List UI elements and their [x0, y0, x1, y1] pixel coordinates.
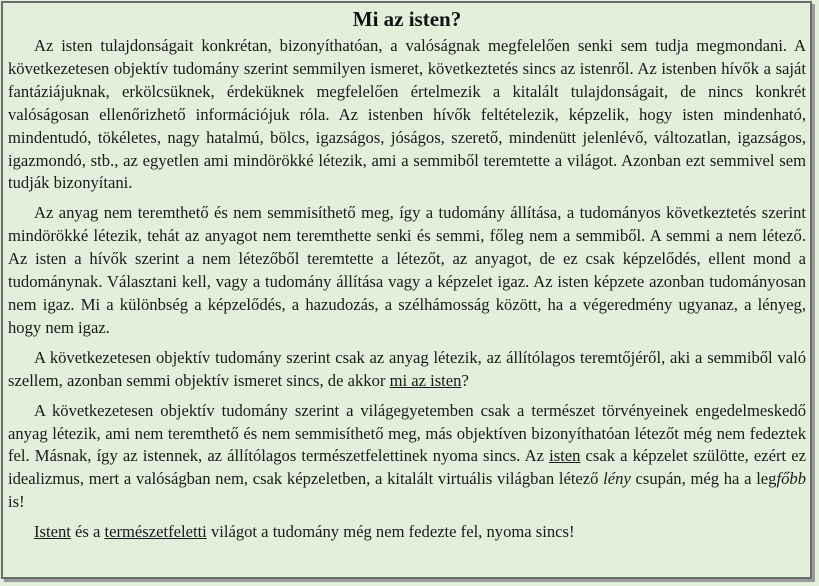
paragraph-4-text-a: A következetesen objektív tudomány szerint a világegyetemben csak a természet törvényeinek engedelmeskedő anyag létezik, ami nem teremthető és nem semmisíthető meg, más objektíven bizonyíthatóan létezőt még nem fedeztek fel. Másnak, így az istennek, az állítólagos természetfelettinek nyoma sincs. Az	[8, 400, 806, 466]
paragraph-4	[8, 400, 806, 515]
paragraph-5	[8, 521, 806, 544]
mi-az-isten-link[interactable]: mi az isten	[389, 370, 462, 390]
paragraph-3	[8, 347, 806, 393]
paragraph-4-text-b: csak a képzelet szülötte, ezért ez idealizmus, mert a valóságban nem, csak képzeletben, a kitalált virtuális világban létező	[8, 446, 806, 489]
paragraph-2: Az anyag nem teremthető és nem semmisíthető meg, így a tudomány állítása, a tudományos következtetés szerint mindörökké létezik, tehát az anyagot nem teremthette senki és semmi, főleg nem a semmiből. A semmi a nem létező. Az isten a hívők szerint a nem létezőből teremtette a létezőt, az anyagot, de ez csak képzelődés, ellent mond a tudománynak. Választani kell, vagy a tudomány állítása vagy a képzelet igaz. Az isten képzete azonban tudományosan nem igaz. Mi a különbség a képzelődés, a hazudozás, a szélhámosság között, ha a végeredmény ugyanaz, a lényeg, hogy nem igaz.	[8, 203, 806, 337]
paragraph-3-text: A következetesen objektív tudomány szerint csak az anyag létezik, az állítólagos teremtőjéről, aki a semmiből való szellem, azonban semmi objektív ismeret sincs, de akkor	[8, 347, 806, 390]
paragraph-3-end: ?	[461, 370, 469, 390]
page-title: Mi az isten?	[352, 7, 462, 31]
termeszetfeletti-link[interactable]: természetfeletti	[104, 522, 207, 542]
paragraph-5-text-b: világot a tudomány még nem fedezte fel, nyoma sincs!	[206, 522, 575, 542]
fobb-italic: főbb	[776, 469, 806, 489]
leny-italic: lény	[603, 469, 631, 489]
article-box	[1, 1, 812, 579]
paragraph-4-text-d: is!	[8, 492, 25, 512]
paragraph-5-text-a: és a	[70, 522, 105, 542]
paragraph-1: Az isten tulajdonságait konkrétan, bizonyíthatóan, a valóságnak megfelelően senki sem tudja megmondani. A következetesen objektív tudomány szerint semmilyen ismeret, következtetés sincs az istenről. Az istenben hívők a saját fantáziájuknak, erkölcsüknek, érdeküknek megfelelően értelmezik a kitalált tulajdonságait, de nincs konkrét valóságosan ellenőrizhető információjuk róla. Az istenben hívők feltételezik, képzelik, hogy isten mindenható, mindentudó, tökéletes, nagy hatalmú, bölcs, igazságos, jóságos, szerető, mindenütt jelenlévő, változatlan, igazságos, igazmondó, stb., az egyetlen ami mindörökké létezik, ami a semmiből teremtette a világot. Azonban ezt semmivel sem tudják bizonyítani.	[8, 36, 806, 193]
isten-link[interactable]: isten	[549, 446, 581, 466]
paragraph-4-text-c: csupán, még ha a leg	[630, 469, 777, 489]
istent-link[interactable]: Istent	[34, 522, 71, 542]
